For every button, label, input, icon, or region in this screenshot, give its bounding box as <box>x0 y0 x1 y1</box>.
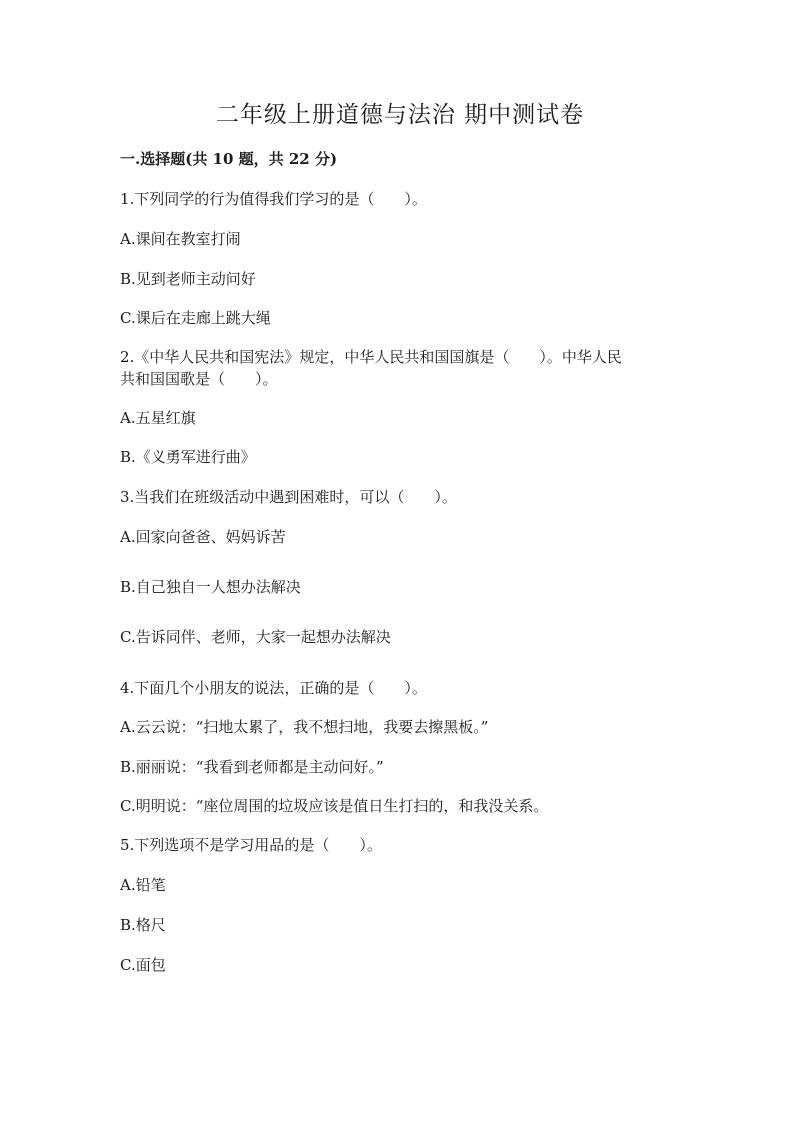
question-2-option-b: B.《义勇军进行曲》 <box>120 448 256 466</box>
question-1-stem: 1.下列同学的行为值得我们学习的是（ ）。 <box>120 190 427 208</box>
section-heading: 一.选择题(共 10 题，共 22 分) <box>120 150 338 168</box>
question-2-stem-line-1: 2.《中华人民共和国宪法》规定，中华人民共和国国旗是（ ）。中华人民 <box>120 348 622 366</box>
question-1-option-b: B.见到老师主动问好 <box>120 270 256 288</box>
question-5-option-c: C.面包 <box>120 956 166 974</box>
question-4-option-c: C.明明说：“座位周围的垃圾应该是值日生打扫的，和我没关系。 <box>120 797 549 815</box>
question-1-option-c: C.课后在走廊上跳大绳 <box>120 309 271 327</box>
question-1-option-a: A.课间在教室打闹 <box>120 230 241 248</box>
page-title: 二年级上册道德与法治 期中测试卷 <box>215 102 585 128</box>
question-4-option-b: B.丽丽说：“我看到老师都是主动问好。” <box>120 758 384 776</box>
question-5-stem: 5.下列选项不是学习用品的是（ ）。 <box>120 836 382 854</box>
question-2-option-a: A.五星红旗 <box>120 409 196 427</box>
question-5-option-b: B.格尺 <box>120 916 166 934</box>
question-4-stem: 4.下面几个小朋友的说法，正确的是（ ）。 <box>120 679 427 697</box>
question-3-option-c: C.告诉同伴、老师，大家一起想办法解决 <box>120 628 391 646</box>
question-4-option-a: A.云云说：“扫地太累了，我不想扫地，我要去擦黑板。” <box>120 718 489 736</box>
question-3-option-b: B.自己独自一人想办法解决 <box>120 578 301 596</box>
question-3-option-a: A.回家向爸爸、妈妈诉苦 <box>120 528 286 546</box>
question-3-stem: 3.当我们在班级活动中遇到困难时，可以（ ）。 <box>120 488 457 506</box>
question-5-option-a: A.铅笔 <box>120 876 166 894</box>
question-2-stem-line-2: 共和国国歌是（ ）。 <box>120 370 278 388</box>
